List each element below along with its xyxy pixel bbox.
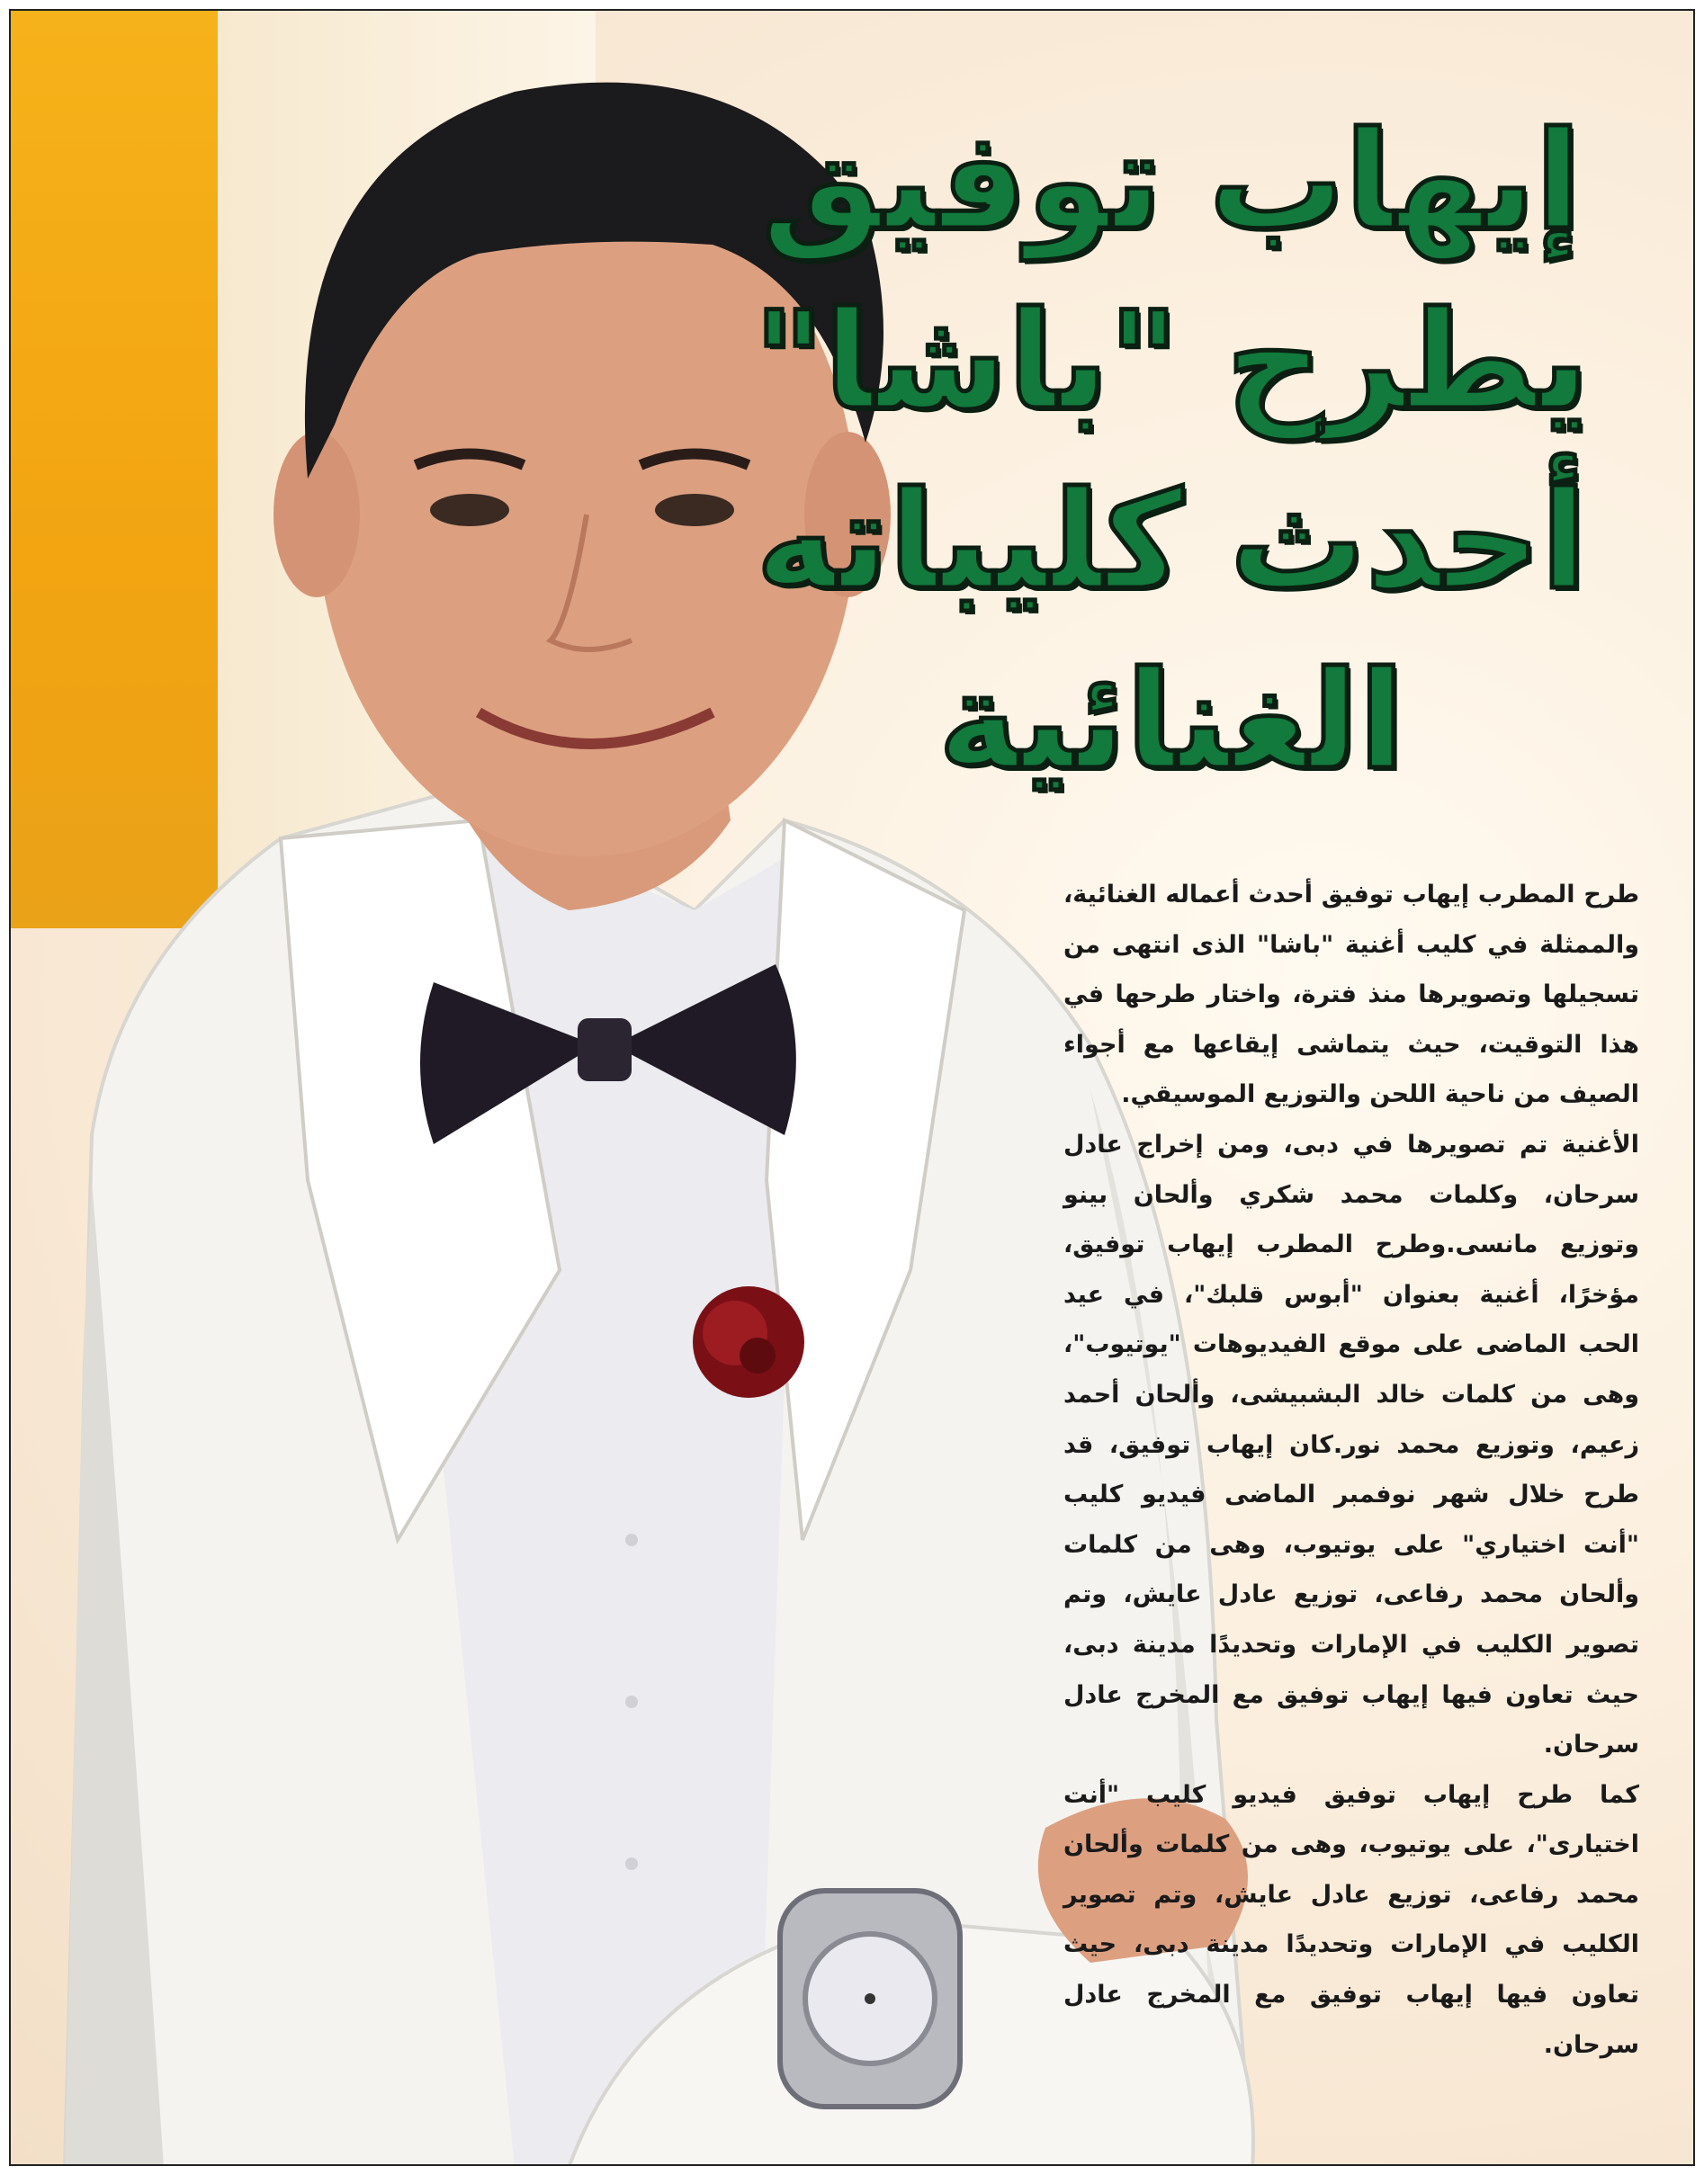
- headline-line: الغنائية: [937, 643, 1405, 800]
- article-headline: [704, 92, 1639, 811]
- article-paragraph: الأغنية تم تصويرها في دبى، ومن إخراج عادل سرحان، وكلمات محمد شكري وألحان بينو وتوزيع مانسى.وطرح المطرب إيهاب توفيق، مؤخرًا، أغنية بعنوان "أبوس قلبك"، في عيد الحب الماضى على موقع الفيديوهات "يوتيوب"، وهى من كلمات خالد البشبيشى، وألحان أحمد زعيم، وتوزيع محمد نور.كان إيهاب توفيق، قد طرح خلال شهر نوفمبر الماضى فيديو كليب "أنت اختياري" على يوتيوب، وهى من كلمات وألحان محمد رفاعى، توزيع عادل عايش، وتم تصوير الكليب في الإمارات وتحديدًا مدينة دبى، حيث تعاون فيها إيهاب توفيق مع المخرج عادل سرحان.: [1063, 1130, 1639, 1759]
- headline-line: أحدث كليباته: [756, 463, 1587, 620]
- wrist-watch: [780, 1891, 960, 2107]
- headline-line: إيهاب توفيق: [761, 103, 1582, 260]
- headline-line: يطرح "باشا": [753, 283, 1590, 440]
- rose-boutonniere: [693, 1286, 804, 1398]
- article-paragraph: كما طرح إيهاب توفيق فيديو كليب "أنت اختيارى"، على يوتيوب، وهى من كلمات وألحان محمد رفاعى، توزيع عادل عايش، وتم تصوير الكليب في الإمارات وتحديدًا مدينة دبى، حيث تعاون فيها إيهاب توفيق مع المخرج عادل سرحان.: [1063, 1780, 1639, 2059]
- article-paragraph: طرح المطرب إيهاب توفيق أحدث أعماله الغنائية، والممثلة في كليب أغنية "باشا" الذى انتهى من تسجيلها وتصويرها منذ فترة، واختار طرحها في هذا التوقيت، حيث يتماشى إيقاعها مع أجواء الصيف من ناحية اللحن والتوزيع الموسيقي.: [1063, 881, 1639, 1109]
- newspaper-page: [9, 9, 1695, 2166]
- article-body: [1063, 870, 1639, 2070]
